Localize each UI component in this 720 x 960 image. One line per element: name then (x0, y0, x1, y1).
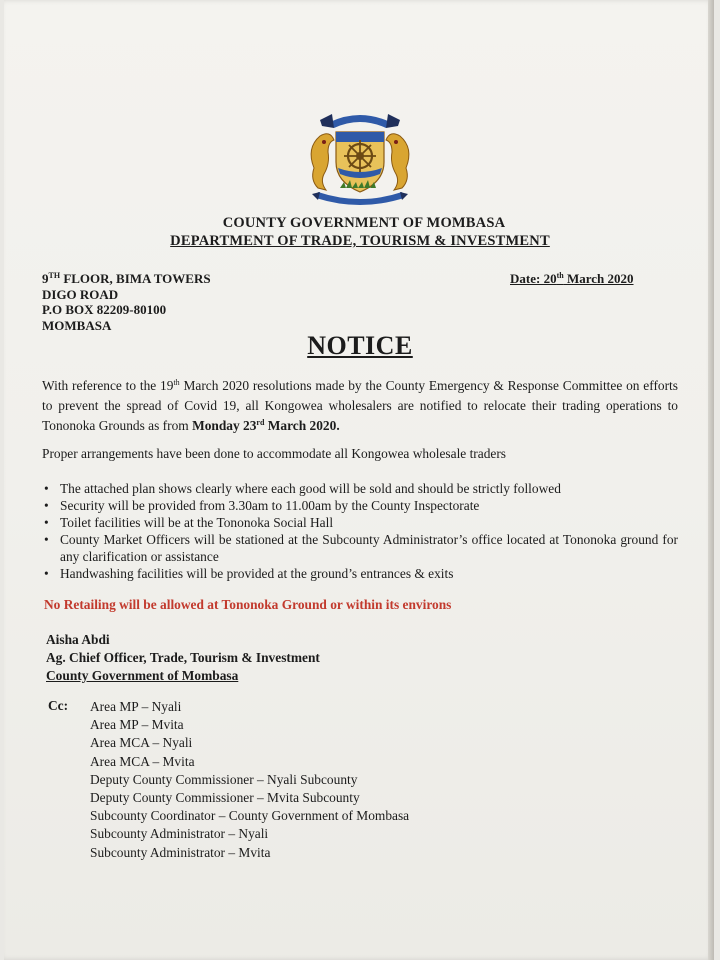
address-line-box: P.O BOX 82209-80100 (42, 302, 167, 317)
arrangements-list (42, 480, 678, 582)
cc-item: Area MP – Mvita (90, 717, 184, 733)
cc-item: Area MCA – Nyali (90, 735, 193, 751)
document-page (4, 0, 714, 960)
notice-paragraph-1: With reference to the 19th March 2020 resolutions made by the County Emergency & Response Committee on efforts to prevent the spread of Covid 19, all Kongowea wholesalers are notified to relocate their trading operations to Tononoka Grounds as from Monday 23rd March 2020. (42, 378, 678, 433)
retail-warning: No Retailing will be allowed at Tononoka Ground or within its environs (44, 597, 452, 612)
notice-paragraph-2: Proper arrangements have been done to accommodate all Kongowea wholesale traders (42, 446, 507, 461)
letterhead-org: COUNTY GOVERNMENT OF MOMBASA (222, 215, 506, 231)
list-item: • County Market Officers will be stationed at the Subcounty Administrator’s office located at Tononoka ground for any clarification or assistance (42, 531, 678, 565)
letterhead-department: DEPARTMENT OF TRADE, TOURISM & INVESTMENT (170, 233, 550, 249)
sender-address (42, 271, 211, 333)
list-item: • Security will be provided from 3.30am to 11.00am by the County Inspectorate (42, 497, 678, 514)
address-line-city: MOMBASA (42, 317, 112, 333)
notice-date: Date: 20th March 2020 (510, 271, 634, 286)
list-item: • The attached plan shows clearly where each good will be sold and should be strictly followed (42, 480, 678, 497)
signature-block (46, 631, 320, 685)
cc-label: Cc: (48, 698, 69, 713)
signatory-title: Ag. Chief Officer, Trade, Tourism & Investment (46, 650, 320, 665)
cc-item: Area MP – Nyali (90, 699, 182, 714)
cc-list (90, 698, 409, 862)
signatory-name: Aisha Abdi (46, 632, 110, 647)
list-item: • Toilet facilities will be at the Tononoka Social Hall (42, 514, 678, 531)
notice-title: NOTICE (307, 331, 413, 360)
address-line-floor: 9TH FLOOR, BIMA TOWERS (42, 271, 211, 286)
address-line-road: DIGO ROAD (42, 286, 119, 302)
cc-item: Subcounty Coordinator – County Government of Mombasa (90, 808, 410, 824)
page-edge (708, 0, 714, 960)
list-item: • Handwashing facilities will be provided at the ground’s entrances & exits (42, 565, 678, 582)
county-crest-logo (300, 108, 420, 208)
cc-item: Area MCA – Mvita (90, 753, 195, 769)
cc-item: Deputy County Commissioner – Nyali Subcounty (90, 771, 358, 787)
cc-item: Deputy County Commissioner – Mvita Subcounty (90, 790, 360, 806)
cc-item: Subcounty Administrator – Mvita (90, 844, 271, 860)
cc-item: Subcounty Administrator – Nyali (90, 826, 269, 842)
signatory-org: County Government of Mombasa (46, 668, 239, 683)
